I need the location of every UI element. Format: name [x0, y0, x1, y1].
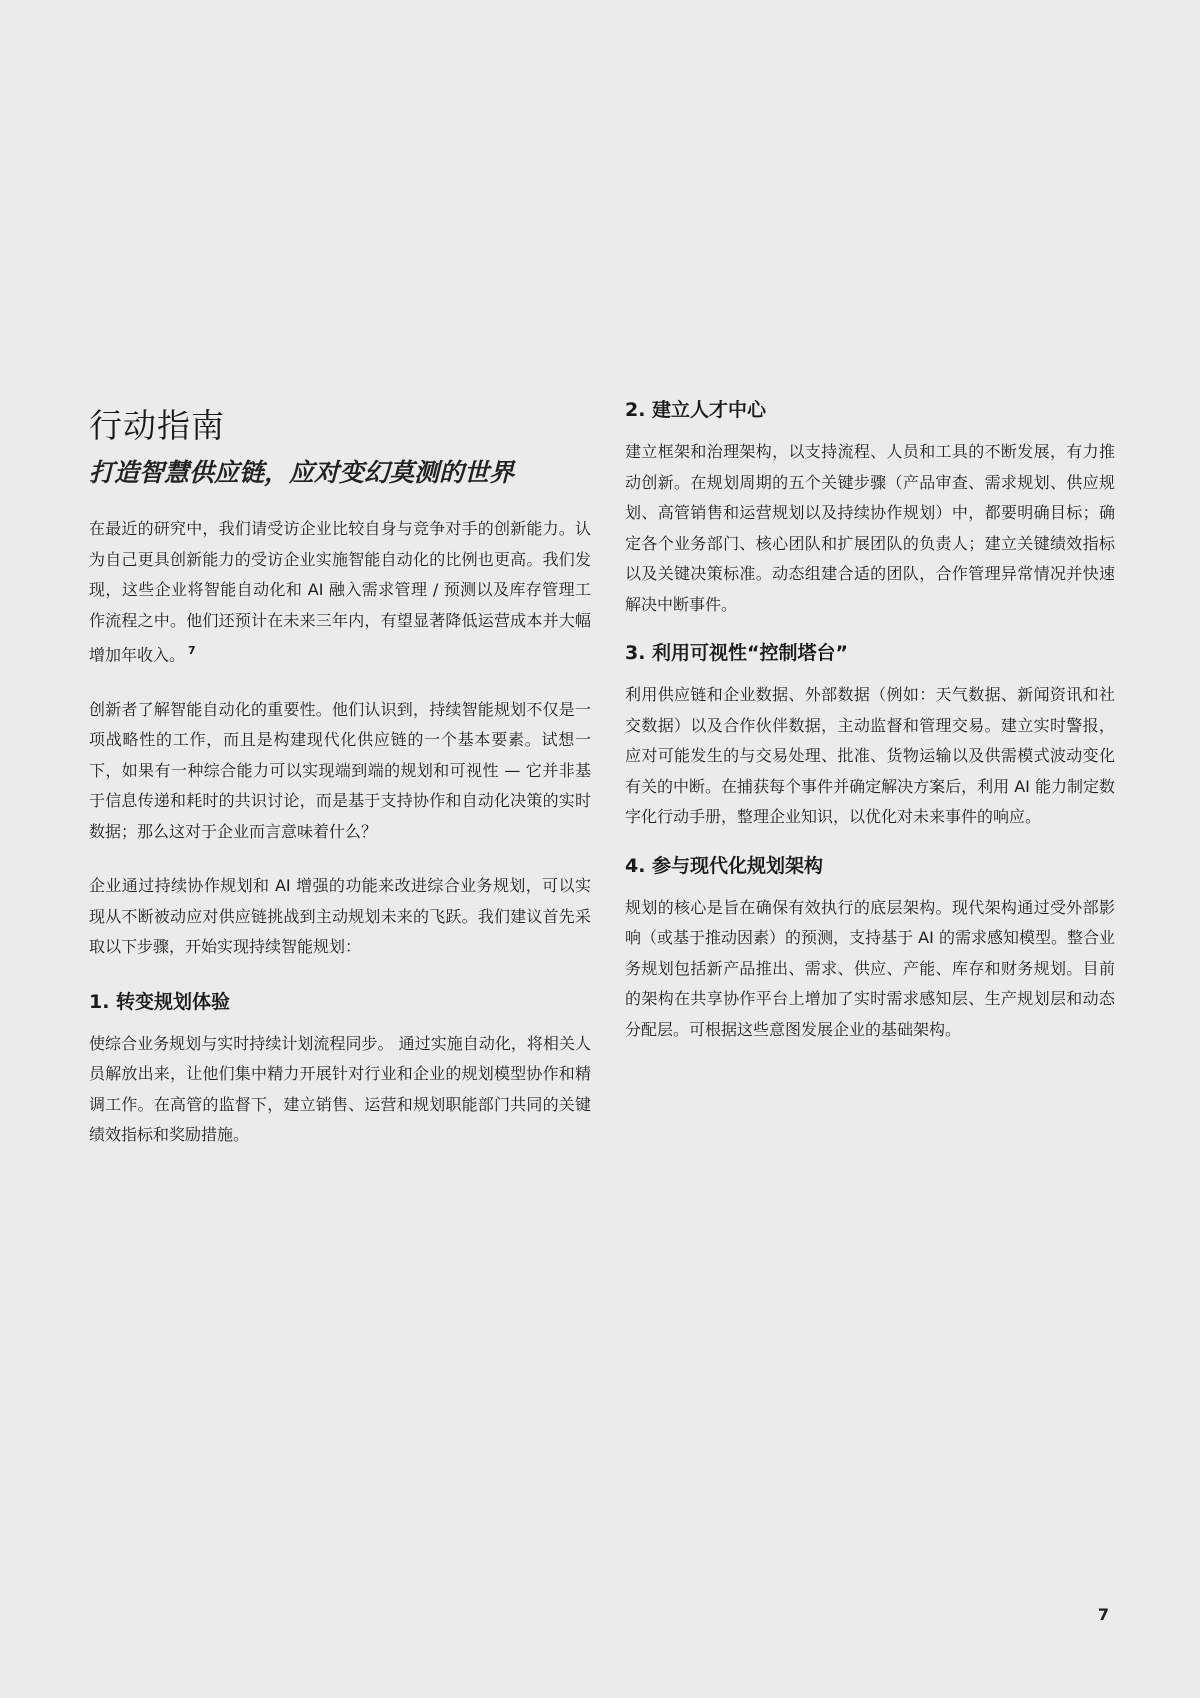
- section-4-body: 规划的核心是旨在确保有效执行的底层架构。现代架构通过受外部影响（或基于推动因素）的预测，支持基于 AI 的需求感知模型。整合业务规划包括新产品推出、需求、供应、产能、库存和财务规划。目前的架构在共享协作平台上增加了实时需求感知层、生产规划层和动态分配层。可根据这些意图发展企业的基础架构。: [625, 897, 1115, 1039]
- section-3-body: 利用供应链和企业数据、外部数据（例如：天气数据、新闻资讯和社交数据）以及合作伙伴数据，主动监督和管理交易。建立实时警报，应对可能发生的与交易处理、批准、货物运输以及供需模式波动变化有关的中断。在捕获每个事件并确定解决方案后，利用 AI 能力制定数字化行动手册，整理企业知识，以优化对未来事件的响应。: [625, 685, 1115, 826]
- section-1-heading: 1. 转变规划体验: [89, 990, 231, 1013]
- section-3-heading: 3. 利用可视性“控制塔台”: [625, 642, 849, 664]
- intro-paragraph-2: 创新者了解智能自动化的重要性。他们认识到，持续智能规划不仅是一项战略性的工作，而且是构建现代化供应链的一个基本要素。试想一下，如果有一种综合能力可以实现端到端的规划和可视性 — 它并非基于信息传递和耗时的共识讨论，而是基于支持协作和自动化决策的实时数据；那么这对于企业而言意味着什么？: [89, 699, 591, 841]
- page-subtitle: 打造智慧供应链，应对变幻莫测的世界: [89, 458, 515, 487]
- intro-paragraph-1: [89, 514, 591, 671]
- section-4-heading: 4. 参与现代化规划架构: [625, 854, 824, 877]
- footnote-reference: 7: [188, 644, 196, 657]
- page-number: 7: [1097, 1605, 1109, 1624]
- intro-paragraph-1-text: 在最近的研究中，我们请受访企业比较自身与竞争对手的创新能力。认为自己更具创新能力的受访企业实施智能自动化的比例也更高。我们发现，这些企业将智能自动化和 AI 融入需求管理 / 预测以及库存管理工作流程之中。他们还预计在未来三年内，有望显著降低运营成本并大幅增加年收入。: [89, 519, 591, 665]
- left-column: [89, 404, 591, 1175]
- section-1-body: 使综合业务规划与实时持续计划流程同步。 通过实施自动化，将相关人员解放出来，让他们集中精力开展针对行业和企业的规划模型协作和精调工作。在高管的监督下，建立销售、运营和规划职能部门共同的关键绩效指标和奖励措施。: [89, 1033, 591, 1145]
- section-2-heading: 2. 建立人才中心: [625, 399, 767, 421]
- page-title: 行动指南: [89, 406, 225, 445]
- right-column: [625, 399, 1115, 1063]
- intro-paragraph-3: 企业通过持续协作规划和 AI 增强的功能来改进综合业务规划，可以实现从不断被动应对供应链挑战到主动规划未来的飞跃。我们建议首先采取以下步骤，开始实现持续智能规划：: [89, 876, 591, 957]
- section-2-body: 建立框架和治理架构，以支持流程、人员和工具的不断发展，有力推动创新。在规划周期的五个关键步骤（产品审查、需求规划、供应规划、高管销售和运营规划以及持续协作规划）中，都要明确目标；确定各个业务部门、核心团队和扩展团队的负责人；建立关键绩效指标以及关键决策标准。动态组建合适的团队，合作管理异常情况并快速解决中断事件。: [625, 442, 1115, 614]
